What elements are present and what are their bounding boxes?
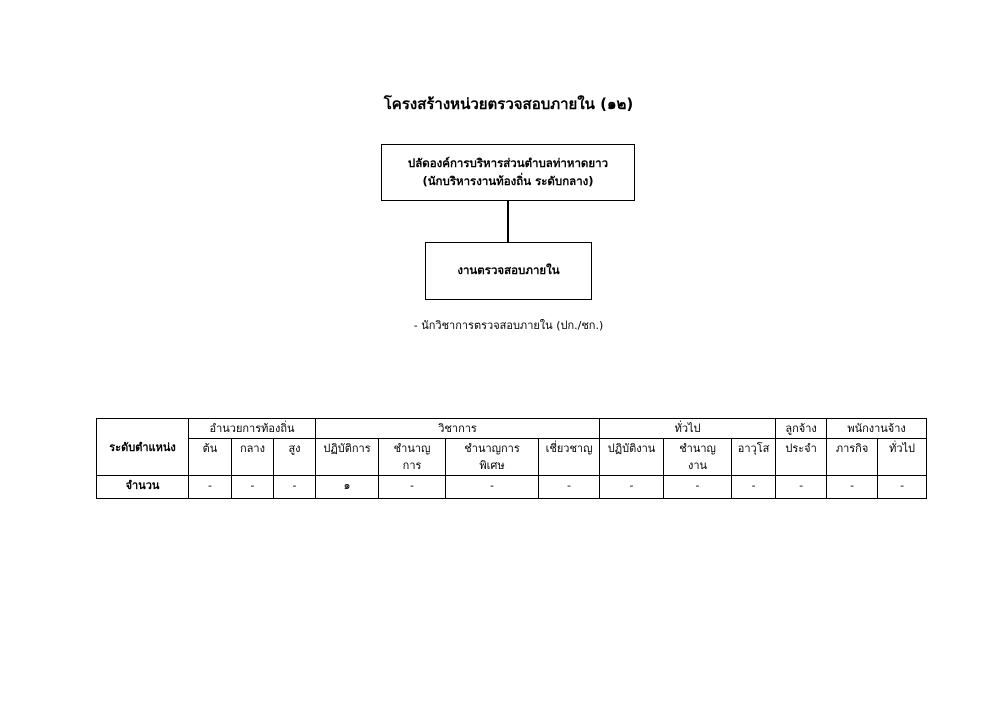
count-cell: -: [379, 476, 446, 499]
col-header-staff-mission: ภารกิจ: [827, 439, 878, 476]
table-level-header-row: [97, 439, 927, 476]
col-header-acad-professional-line1: ชำนาญ: [393, 442, 431, 455]
count-cell: -: [827, 476, 878, 499]
count-cell: -: [446, 476, 539, 499]
col-header-staff-general: ทั่วไป: [878, 439, 927, 476]
count-cell: -: [189, 476, 232, 499]
org-box-deputy-chief-level: (นักบริหารงานท้องถิ่น ระดับกลาง): [422, 173, 594, 188]
col-header-gen-operator: ปฏิบัติงาน: [600, 439, 664, 476]
count-cell: -: [232, 476, 274, 499]
col-header-emp-permanent: ประจำ: [776, 439, 827, 476]
row-label-count: จำนวน: [97, 476, 189, 499]
count-cell: -: [878, 476, 927, 499]
count-cell: -: [539, 476, 600, 499]
group-header-admin: อำนวยการท้องถิ่น: [189, 419, 316, 439]
page-title: โครงสร้างหน่วยตรวจสอบภายใน (๑๒): [383, 95, 634, 113]
col-header-admin-high: สูง: [274, 439, 316, 476]
table-count-row: [97, 476, 927, 499]
col-header-gen-skilled-line2: งาน: [688, 459, 708, 472]
row-label-level: ระดับตำแหน่ง: [97, 419, 189, 476]
col-header-acad-professional: [379, 439, 446, 476]
count-cell: -: [732, 476, 776, 499]
org-box-internal-audit-label: งานตรวจสอบภายใน: [457, 263, 560, 278]
col-header-acad-practitioner: ปฏิบัติการ: [316, 439, 379, 476]
org-box-deputy-chief: [381, 144, 635, 201]
group-header-staff: พนักงานจ้าง: [827, 419, 927, 439]
count-cell: -: [776, 476, 827, 499]
col-header-admin-low: ต้น: [189, 439, 232, 476]
col-header-acad-senior-line2: พิเศษ: [479, 459, 505, 472]
col-header-acad-expert: เชี่ยวชาญ: [539, 439, 600, 476]
col-header-acad-senior: [446, 439, 539, 476]
col-header-gen-senior: อาวุโส: [732, 439, 776, 476]
position-note: - นักวิชาการตรวจสอบภายใน (ปก./ชก.): [413, 319, 604, 332]
group-header-employee: ลูกจ้าง: [776, 419, 827, 439]
group-header-general: ทั่วไป: [600, 419, 776, 439]
group-header-academic: วิชาการ: [316, 419, 600, 439]
col-header-acad-professional-line2: การ: [402, 459, 422, 472]
count-cell: ๑: [316, 476, 379, 499]
col-header-gen-skilled-line1: ชำนาญ: [679, 442, 716, 455]
count-cell: -: [600, 476, 664, 499]
col-header-acad-senior-line1: ชำนาญการ: [464, 442, 520, 455]
table-group-header-row: [97, 419, 927, 439]
col-header-gen-skilled: [664, 439, 732, 476]
org-box-deputy-chief-title: ปลัดองค์การบริหารส่วนตำบลท่าหาดยาว: [407, 155, 609, 170]
count-cell: -: [664, 476, 732, 499]
count-cell: -: [274, 476, 316, 499]
staffing-table: [96, 418, 927, 499]
col-header-admin-mid: กลาง: [232, 439, 274, 476]
org-connector-line: [507, 201, 509, 242]
org-box-internal-audit: [425, 242, 592, 300]
